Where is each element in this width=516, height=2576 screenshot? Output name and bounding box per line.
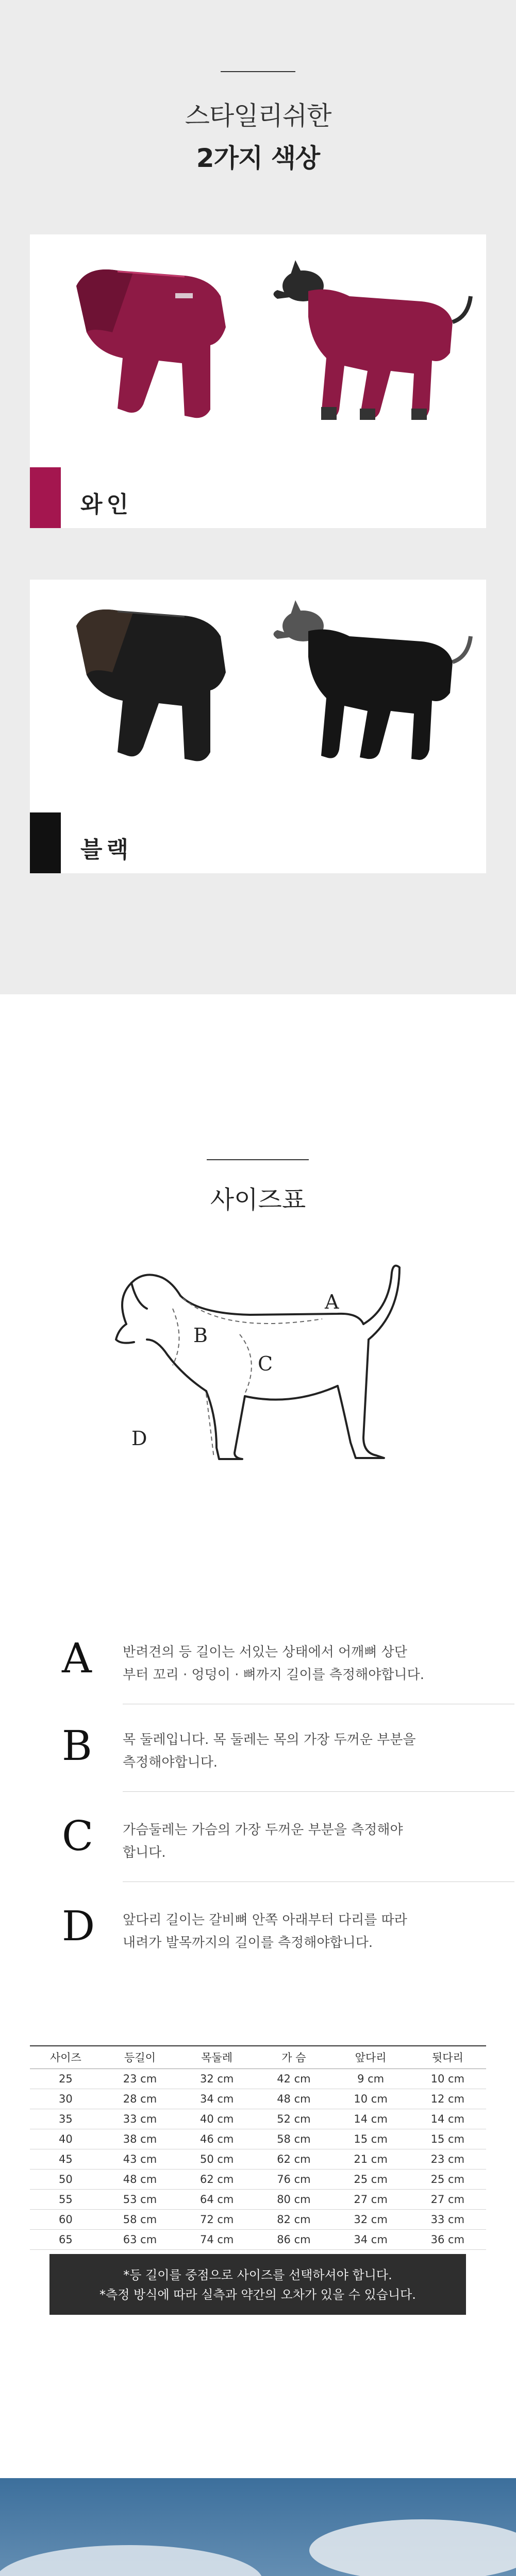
measurement-letter: D xyxy=(62,1902,95,1950)
color-card-wine xyxy=(30,234,486,528)
colors-title-line1: 스타일리쉬한 xyxy=(185,101,331,131)
table-cell: 48 cm xyxy=(255,2089,332,2109)
colors-section xyxy=(0,0,516,994)
table-cell: 46 cm xyxy=(178,2129,255,2149)
notice-line2: *측정 방식에 따라 실측과 약간의 오차가 있을 수 있습니다. xyxy=(99,2287,416,2302)
table-row xyxy=(30,2189,486,2209)
table-cell: 48 cm xyxy=(102,2169,178,2189)
column-header: 가 슴 xyxy=(255,2046,332,2069)
table-cell: 14 cm xyxy=(409,2109,486,2129)
black-swatch xyxy=(30,812,61,873)
table-cell: 38 cm xyxy=(102,2129,178,2149)
black-label: 블랙 xyxy=(80,837,133,863)
table-cell: 40 xyxy=(30,2129,102,2149)
table-cell: 60 xyxy=(30,2209,102,2229)
table-header-row xyxy=(30,2046,486,2069)
table-cell: 43 cm xyxy=(102,2149,178,2169)
table-cell: 50 xyxy=(30,2169,102,2189)
black-suit-flat-image xyxy=(56,595,241,770)
table-cell: 63 cm xyxy=(102,2229,178,2249)
table-cell: 15 cm xyxy=(409,2129,486,2149)
diagram-label-b: B xyxy=(193,1324,208,1347)
column-header: 사이즈 xyxy=(30,2046,102,2069)
table-row xyxy=(30,2069,486,2089)
table-cell: 62 cm xyxy=(255,2149,332,2169)
colors-title-line2: 2가지 색상 xyxy=(196,143,320,173)
table-cell: 40 cm xyxy=(178,2109,255,2129)
table-cell: 65 xyxy=(30,2229,102,2249)
table-row xyxy=(30,2169,486,2189)
measurement-desc-line2: 부터 꼬리 · 엉덩이 · 뼈까지 길이를 측정해야합니다. xyxy=(123,1667,424,1683)
divider xyxy=(123,1791,514,1792)
size-section xyxy=(0,994,516,2478)
table-cell: 33 cm xyxy=(409,2209,486,2229)
table-cell: 34 cm xyxy=(178,2089,255,2109)
size-notice xyxy=(49,2254,466,2315)
table-cell: 80 cm xyxy=(255,2189,332,2209)
measurement-letter: B xyxy=(62,1722,92,1770)
table-row xyxy=(30,2149,486,2169)
colors-title xyxy=(0,95,516,175)
table-cell: 62 cm xyxy=(178,2169,255,2189)
dog-black-suit-image xyxy=(267,595,473,770)
lifestyle-photo-woman-with-dog xyxy=(0,2478,516,2576)
table-cell: 34 cm xyxy=(332,2229,409,2249)
measurement-desc-line1: 목 둘레입니다. 목 둘레는 목의 가장 두꺼운 부분을 xyxy=(123,1732,416,1748)
column-header: 목둘레 xyxy=(178,2046,255,2069)
table-cell: 82 cm xyxy=(255,2209,332,2229)
table-cell: 72 cm xyxy=(178,2209,255,2229)
column-header: 등길이 xyxy=(102,2046,178,2069)
wine-label: 와인 xyxy=(80,492,133,518)
table-row xyxy=(30,2129,486,2149)
table-cell: 25 cm xyxy=(409,2169,486,2189)
measurement-letter: C xyxy=(62,1812,94,1860)
measurement-desc-line1: 반려견의 등 길이는 서있는 상태에서 어깨뼈 상단 xyxy=(123,1645,407,1660)
table-cell: 25 cm xyxy=(332,2169,409,2189)
table-cell: 12 cm xyxy=(409,2089,486,2109)
size-table-body xyxy=(30,2069,486,2249)
measurement-desc-line2: 내려가 발목까지의 길이를 측정해야합니다. xyxy=(123,1935,373,1951)
table-cell: 25 xyxy=(30,2069,102,2089)
measurement-desc xyxy=(123,1819,453,1864)
diagram-label-a: A xyxy=(325,1291,339,1313)
table-cell: 52 cm xyxy=(255,2109,332,2129)
table-cell: 45 xyxy=(30,2149,102,2169)
table-row xyxy=(30,2229,486,2249)
table-cell: 23 cm xyxy=(102,2069,178,2089)
measurement-desc xyxy=(123,1728,453,1774)
table-cell: 32 cm xyxy=(332,2209,409,2229)
diagram-label-c: C xyxy=(258,1352,273,1375)
table-cell: 86 cm xyxy=(255,2229,332,2249)
table-cell: 28 cm xyxy=(102,2089,178,2109)
table-row xyxy=(30,2109,486,2129)
table-cell: 42 cm xyxy=(255,2069,332,2089)
table-cell: 21 cm xyxy=(332,2149,409,2169)
table-cell: 9 cm xyxy=(332,2069,409,2089)
size-table xyxy=(30,2045,486,2250)
measurement-desc-line2: 측정해야합니다. xyxy=(123,1755,218,1770)
dog-wine-suit-image xyxy=(267,255,473,430)
table-cell: 74 cm xyxy=(178,2229,255,2249)
dog-measurement-diagram xyxy=(95,1252,415,1551)
measurement-desc xyxy=(123,1641,453,1686)
notice-line1: *등 길이를 중점으로 사이즈를 선택하셔야 합니다. xyxy=(123,2268,392,2282)
wine-swatch xyxy=(30,467,61,528)
table-cell: 30 xyxy=(30,2089,102,2109)
table-cell: 35 xyxy=(30,2109,102,2129)
table-cell: 10 cm xyxy=(332,2089,409,2109)
wine-suit-flat-image xyxy=(56,255,241,425)
table-cell: 55 xyxy=(30,2189,102,2209)
table-cell: 23 cm xyxy=(409,2149,486,2169)
table-cell: 64 cm xyxy=(178,2189,255,2209)
measurement-desc-line2: 합니다. xyxy=(123,1845,166,1860)
measurement-desc-line1: 가슴둘레는 가슴의 가장 두꺼운 부분을 측정해야 xyxy=(123,1822,403,1838)
table-cell: 53 cm xyxy=(102,2189,178,2209)
divider xyxy=(207,1159,309,1160)
measurement-desc-line1: 앞다리 길이는 갈비뼈 안쪽 아래부터 다리를 따라 xyxy=(123,1912,407,1928)
size-title: 사이즈표 xyxy=(210,1185,306,1214)
table-cell: 36 cm xyxy=(409,2229,486,2249)
table-cell: 50 cm xyxy=(178,2149,255,2169)
table-cell: 58 cm xyxy=(102,2209,178,2229)
measurement-desc xyxy=(123,1909,453,1954)
divider xyxy=(221,71,295,72)
table-cell: 10 cm xyxy=(409,2069,486,2089)
column-header: 앞다리 xyxy=(332,2046,409,2069)
table-cell: 27 cm xyxy=(409,2189,486,2209)
table-cell: 33 cm xyxy=(102,2109,178,2129)
table-cell: 58 cm xyxy=(255,2129,332,2149)
diagram-label-d: D xyxy=(131,1427,147,1450)
color-card-black xyxy=(30,580,486,873)
table-cell: 76 cm xyxy=(255,2169,332,2189)
table-row xyxy=(30,2089,486,2109)
table-cell: 32 cm xyxy=(178,2069,255,2089)
table-cell: 27 cm xyxy=(332,2189,409,2209)
table-row xyxy=(30,2209,486,2229)
column-header: 뒷다리 xyxy=(409,2046,486,2069)
table-cell: 14 cm xyxy=(332,2109,409,2129)
table-cell: 15 cm xyxy=(332,2129,409,2149)
measurement-letter: A xyxy=(62,1634,92,1682)
